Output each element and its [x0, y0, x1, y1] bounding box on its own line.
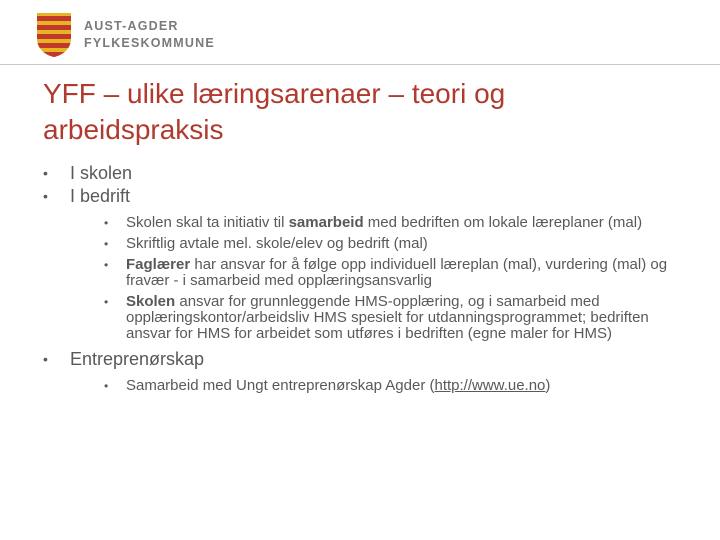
bullet-icon: • — [104, 258, 109, 272]
bullet-icon: • — [104, 216, 109, 230]
bullet-item-entreprenorskap — [43, 348, 683, 394]
bullet-icon: • — [104, 237, 109, 251]
bullet-item-skolen — [43, 162, 683, 185]
sub-list-bedrift — [104, 215, 683, 342]
bullet-text: I bedrift — [70, 186, 131, 206]
bullet-icon: • — [43, 188, 48, 204]
logo-line-1: AUST-AGDER — [84, 19, 179, 33]
ue-link[interactable]: http://www.ue.no — [434, 377, 546, 394]
sub-item: • Skolen ansvar for grunnleggende HMS-opplæring, og i samarbeid med opplæringskontor/arbeidsliv HMS spesielt for utdanningsprogrammet; bedriften ansvar for HMS for arbeidet som utføres i bedriften (egne maler for HMS) — [104, 293, 649, 342]
sub-item: • Skriftlig avtale mel. skole/elev og bedrift (mal) — [104, 235, 428, 252]
coat-of-arms-icon — [36, 12, 72, 58]
header-divider — [0, 64, 720, 65]
sub-item: • Faglærer har ansvar for å følge opp individuell læreplan (mal), vurdering (mal) og fravær - i samarbeid med opplæringsansvarlig — [104, 256, 668, 289]
logo-line-2: FYLKESKOMMUNE — [84, 36, 215, 50]
slide-content — [43, 162, 683, 399]
sub-item: • Samarbeid med Ungt entreprenørskap Agder (http://www.ue.no) — [104, 377, 551, 394]
bullet-text: I skolen — [70, 163, 133, 183]
slide-title: YFF – ulike læringsarenaer – teori og arbeidspraksis — [43, 78, 506, 145]
bullet-icon: • — [43, 351, 48, 367]
logo-text — [84, 18, 215, 52]
bullet-text: Entreprenørskap — [70, 349, 205, 369]
bullet-icon: • — [43, 165, 48, 181]
bullet-item-bedrift — [43, 185, 683, 342]
logo — [36, 12, 215, 58]
bullet-icon: • — [104, 379, 109, 393]
bullet-icon: • — [104, 295, 109, 309]
sub-item: • Skolen skal ta initiativ til samarbeid med bedriften om lokale læreplaner (mal) — [104, 214, 643, 231]
sub-list-entreprenorskap — [104, 378, 683, 394]
